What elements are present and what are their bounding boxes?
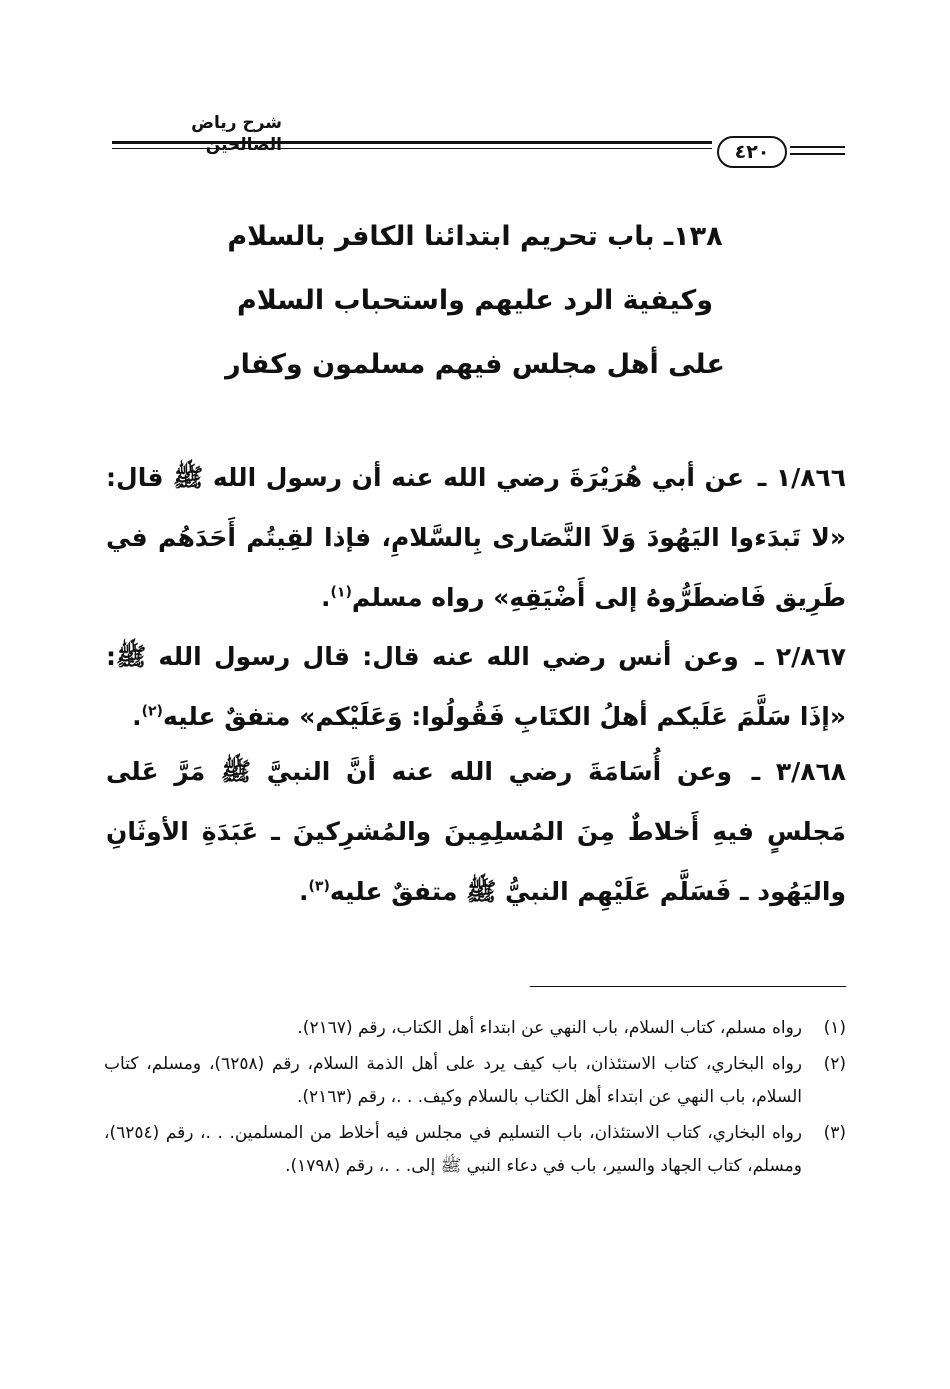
header-rule	[112, 141, 712, 144]
footnote-item	[104, 1117, 846, 1183]
hadith-block-3	[106, 742, 846, 922]
chapter-heading-line-3: على أهل مجلس فيهم مسلمون وكفار	[225, 349, 725, 380]
footnote-marker: (٢)	[823, 1054, 846, 1074]
hadith-number: ٣/٨٦٨ ـ	[751, 757, 846, 786]
hadith-paragraph	[106, 448, 846, 628]
footnote-text: رواه البخاري، كتاب الاستئذان، باب التسليم في مجلس فيه أخلاط من المسلمين. . .، رقم (٦٢٥٤)، ومسلم، كتاب الجهاد والسير، باب في دعاء النبي ﷺ إلى. . .، رقم (١٧٩٨).	[104, 1123, 802, 1176]
footnote-reference[interactable]: (١)	[330, 584, 352, 601]
chapter-heading-line-1: ١٣٨ـ باب تحريم ابتدائنا الكافر بالسلام	[227, 221, 723, 252]
hadith-end-mark: .	[132, 702, 142, 731]
hadith-end-mark: .	[321, 583, 331, 612]
hadith-end-mark: .	[299, 877, 309, 906]
footnote-marker: (١)	[823, 1018, 846, 1038]
footnote-item	[104, 1012, 846, 1045]
footnote-separator	[530, 986, 846, 987]
hadith-text: وعن أُسَامَةَ رضي الله عنه أنَّ النبيَّ ﷺ مَرَّ عَلى مَجلسٍ فيهِ أَخلاطٌ مِنَ المُسلِمِينَ والمُشرِكينَ ـ عَبَدَةِ الأوثَانِ واليَهُود ـ فَسَلَّم عَلَيْهِم النبيُّ ﷺ متفقٌ عليه	[106, 757, 846, 906]
hadith-paragraph	[106, 627, 846, 747]
hadith-text: وعن أنس رضي الله عنه قال: قال رسول الله ﷺ: «إذَا سَلَّمَ عَلَيكم أهلُ الكتَابِ فَقُولُوا: وَعَلَيْكم» متفقٌ عليه	[106, 642, 846, 731]
hadith-block-2	[106, 627, 846, 747]
header-rule-right-lower	[790, 153, 845, 155]
running-title: شرح رياض الصالحين	[191, 113, 282, 155]
hadith-number: ١/٨٦٦ ـ	[757, 463, 846, 492]
chapter-heading	[150, 205, 800, 397]
hadith-block-1	[106, 448, 846, 628]
header-rule-thin	[112, 148, 712, 149]
footnote-item	[104, 1048, 846, 1114]
footnotes	[104, 1012, 846, 1186]
header-rule-right	[790, 146, 845, 148]
footnote-text: رواه مسلم، كتاب السلام، باب النهي عن ابتداء أهل الكتاب، رقم (٢١٦٧).	[297, 1018, 802, 1038]
footnote-text: رواه البخاري، كتاب الاستئذان، باب كيف يرد على أهل الذمة السلام، رقم (٦٢٥٨)، ومسلم، كتاب السلام، باب النهي عن ابتداء أهل الكتاب بالسلام وكيف. . .، رقم (٢١٦٣).	[104, 1054, 802, 1107]
chapter-heading-line-2: وكيفية الرد عليهم واستحباب السلام	[237, 285, 713, 316]
hadith-paragraph	[106, 742, 846, 922]
footnote-reference[interactable]: (٢)	[141, 703, 163, 720]
hadith-text: عن أبي هُرَيْرَةَ رضي الله عنه أن رسول الله ﷺ قال: «لا تَبدَءوا اليَهُودَ وَلاَ النَّصَارى بِالسَّلامِ، فإذا لقِيتُم أَحَدَهُم في طَرِيق فَاضطَرُّوهُ إلى أَضْيَقِهِ» رواه مسلم	[106, 463, 846, 612]
footnote-marker: (٣)	[823, 1123, 846, 1143]
footnote-reference[interactable]: (٣)	[308, 878, 330, 895]
page-number: ٤٢٠	[717, 136, 787, 168]
hadith-number: ٢/٨٦٧ ـ	[755, 642, 846, 671]
